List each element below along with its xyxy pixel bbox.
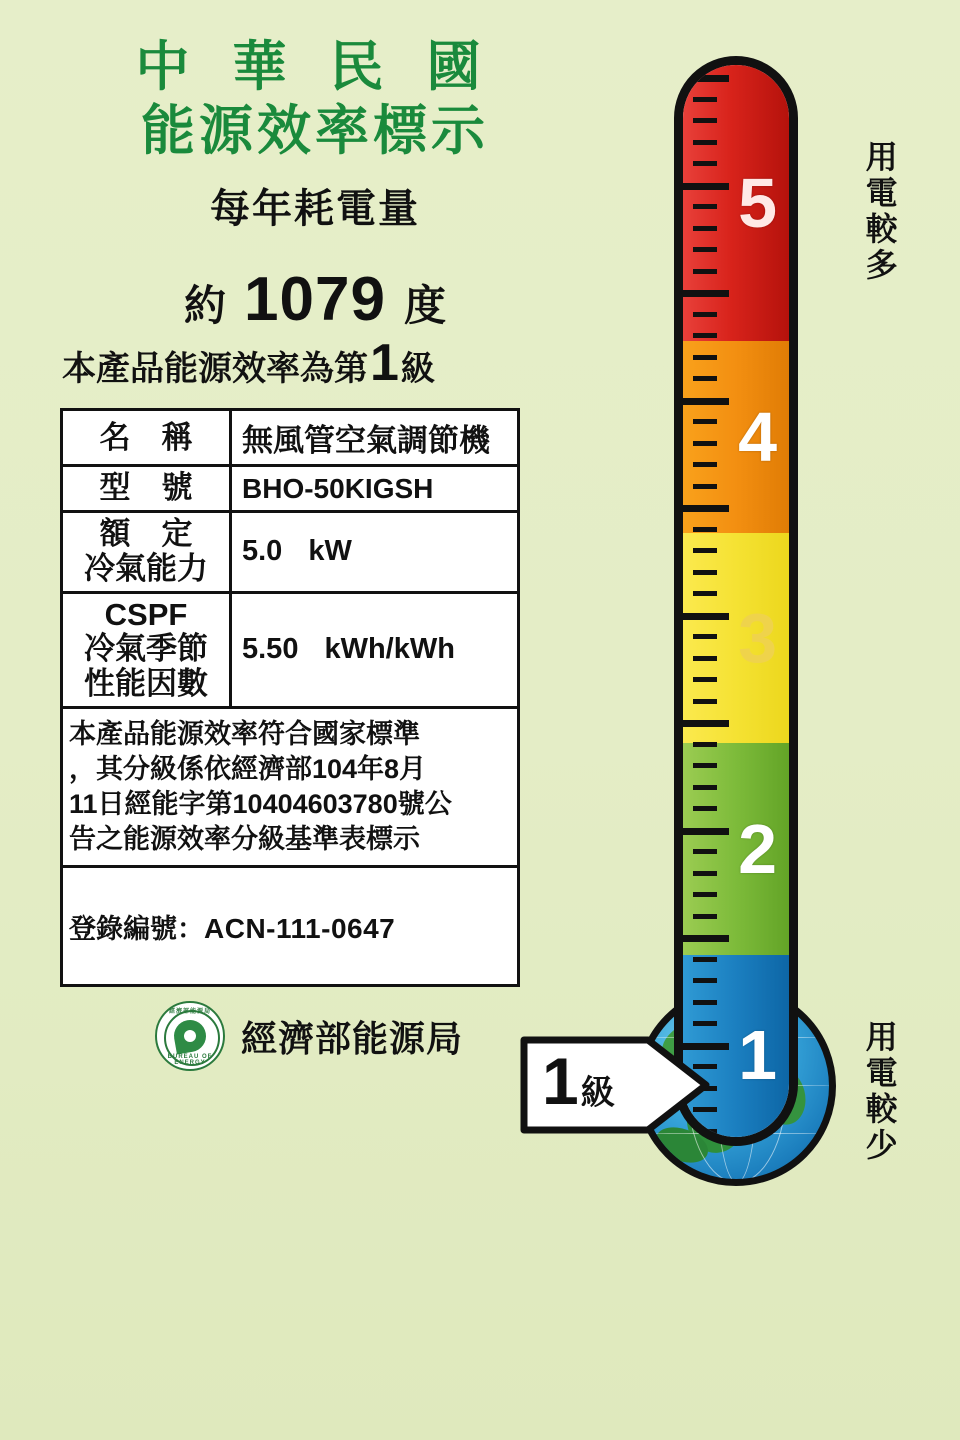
standard-note-line4: 告之能源效率分級基準表標示	[69, 824, 420, 855]
thermometer-segment-2	[683, 743, 789, 955]
rated-capacity-number: 5.0	[242, 535, 283, 568]
registration-label: 登錄編號：	[69, 913, 204, 944]
spec-value-cspf	[231, 592, 519, 707]
consumption-value: 1079	[244, 265, 386, 335]
cspf-number: 5.50	[242, 633, 299, 666]
logo-arc-bottom-text: BUREAU OF ENERGY	[167, 1054, 213, 1067]
grade-sentence-number: 1	[370, 334, 399, 393]
table-row	[62, 512, 519, 592]
spec-value-model: BHO-50KIGSH	[231, 466, 519, 512]
spec-key-rated-capacity	[62, 512, 231, 592]
grade-sentence	[62, 334, 570, 393]
spec-key-cspf-line3: 性能因數	[84, 666, 208, 702]
logo-arc-top-text: 經濟部能源局	[168, 1009, 211, 1016]
grade-badge-number: 1	[542, 1044, 579, 1118]
spec-table	[60, 408, 520, 987]
segment-label-2: 2	[738, 810, 777, 888]
consumption-approx-label: 約	[184, 282, 227, 330]
spec-key-cspf-line2: 冷氣季節	[84, 631, 208, 667]
rated-capacity-unit: kW	[308, 535, 352, 568]
table-row	[62, 466, 519, 512]
registration-number: ACN-111-0647	[204, 912, 396, 944]
standard-note-line1: 本產品能源效率符合國家標準	[69, 718, 420, 749]
segment-label-1: 1	[738, 1016, 777, 1094]
segment-label-3: 3	[738, 599, 777, 677]
standard-note-line3: 11日經能字第10404603780號公	[69, 788, 452, 819]
cspf-unit: kWh/kWh	[324, 633, 455, 666]
caption-high-consumption: 用電較多	[861, 140, 898, 284]
bureau-of-energy-logo-icon	[155, 1001, 225, 1071]
caption-low-consumption: 用電較少	[861, 1020, 898, 1164]
consumption-unit: 度	[403, 282, 446, 330]
standard-note-line2: ，其分級係依經濟部104年8月	[69, 753, 427, 784]
spec-key-cspf-line1: CSPF	[104, 596, 188, 632]
grade-sentence-prefix: 本產品能源效率為第	[62, 350, 368, 389]
thermometer-segment-3	[683, 533, 789, 743]
grade-badge	[520, 1030, 710, 1140]
spec-key-model: 型 號	[62, 466, 231, 512]
segment-label-4: 4	[738, 398, 777, 476]
table-row	[62, 707, 519, 866]
table-row	[62, 867, 519, 986]
table-row	[62, 592, 519, 707]
subtitle-annual-consumption: 每年耗電量	[210, 187, 420, 232]
registration-row	[62, 867, 519, 986]
page-title-line1: 中 華 民 國	[135, 37, 495, 97]
page-title-line2: 能源效率標示	[141, 100, 489, 161]
bureau-name: 經濟部能源局	[241, 1017, 464, 1059]
thermometer-segment-4	[683, 341, 789, 533]
annual-consumption-row	[60, 264, 570, 335]
segment-label-5: 5	[738, 164, 777, 242]
thermometer-tube	[674, 56, 798, 1146]
spec-value-rated-capacity	[231, 512, 519, 592]
efficiency-thermometer	[636, 56, 836, 1176]
spec-key-rated-capacity-line2: 冷氣能力	[84, 550, 208, 586]
left-column	[60, 36, 570, 1071]
thermometer-segment-5	[683, 65, 789, 341]
spec-key-name: 名 稱	[62, 410, 231, 466]
spec-value-name: 無風管空氣調節機	[231, 410, 519, 466]
table-row	[62, 410, 519, 466]
grade-badge-unit: 級	[580, 1074, 615, 1112]
spec-key-cspf	[62, 592, 231, 707]
bureau-footer	[155, 1001, 570, 1071]
grade-sentence-suffix: 級	[400, 350, 435, 389]
spec-key-rated-capacity-line1: 額 定	[99, 516, 193, 552]
standard-note	[62, 707, 519, 866]
